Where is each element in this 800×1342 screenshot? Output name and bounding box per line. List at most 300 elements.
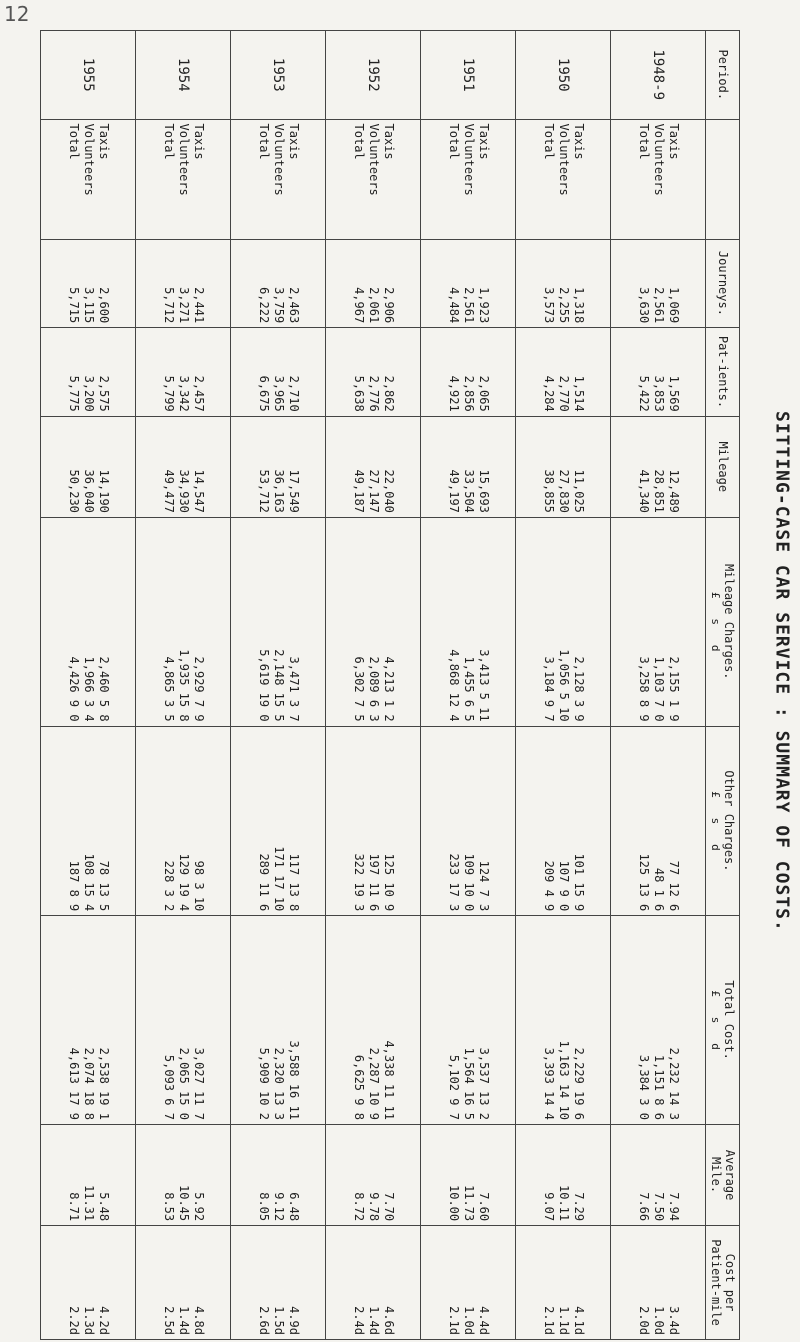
table-body: [41, 31, 706, 1340]
cost-per-patient-mile-value: 1.4d: [176, 1306, 191, 1335]
total-cost-cell: [326, 916, 421, 1125]
journeys-cell: [41, 239, 136, 328]
patients-value: 2,776: [366, 375, 381, 412]
other-charge-value: [286, 731, 301, 912]
pounds: 3,393: [541, 1047, 556, 1084]
cost-per-patient-mile-value: 2.6d: [256, 1306, 271, 1335]
journeys-value: 2,463: [286, 287, 301, 324]
header-patients: Pat-ients.: [706, 328, 740, 417]
header-mileage-charges: [706, 517, 740, 726]
mileage-value: 22,040: [381, 469, 396, 513]
shillings: 11: [381, 1083, 396, 1099]
shillings: 19: [351, 882, 366, 897]
mileage-value: 50,230: [66, 469, 81, 513]
pence: 10: [556, 707, 571, 722]
shillings: 1: [381, 699, 396, 708]
other-charges-cell: [611, 726, 706, 916]
other-charge-value: [256, 731, 271, 912]
pounds: 187: [66, 860, 81, 883]
mileage-cell: [41, 416, 136, 517]
pence: 6: [651, 1112, 666, 1120]
period-value: 1954: [175, 57, 192, 92]
shillings: 13: [636, 882, 651, 897]
pounds: 2,148: [271, 649, 286, 686]
shillings: 7: [351, 699, 366, 708]
other-charge-value: [651, 731, 666, 912]
pounds: 2,320: [271, 1047, 286, 1084]
pence: 9: [541, 904, 556, 912]
shillings: 13: [96, 882, 111, 897]
pence: 2: [256, 1112, 271, 1120]
pence: 9: [636, 714, 651, 722]
shillings: 8: [66, 889, 81, 897]
shillings: 9: [66, 699, 81, 708]
pence-subheader: d: [709, 1043, 723, 1050]
pounds: 3,184: [541, 656, 556, 693]
summary-of-costs-table: [40, 30, 740, 1340]
patients-value: 2,856: [461, 375, 476, 412]
shillings: 12: [446, 692, 461, 708]
patients-cell: [516, 328, 611, 417]
pence: 3: [446, 904, 461, 912]
pence: 3: [351, 904, 366, 912]
pound-subheader: £: [709, 990, 723, 997]
period-cell: [136, 31, 231, 120]
cost-per-patient-mile-cell: [421, 1226, 516, 1340]
mileage-cell: [611, 416, 706, 517]
header-category: [706, 119, 740, 239]
average-mile-value: 7.60: [476, 1192, 491, 1222]
patients-value: 5,638: [351, 375, 366, 412]
pence: 9: [381, 904, 396, 912]
average-mile-value: 11.31: [81, 1185, 96, 1222]
header-total-cost-label: Total Cost.: [722, 980, 737, 1060]
pence: 0: [651, 714, 666, 722]
average-mile-value: 8.53: [161, 1192, 176, 1222]
shillings: 1: [666, 699, 681, 708]
pence: 0: [636, 1112, 651, 1120]
mileage-value: 15,693: [476, 469, 491, 513]
shillings: 11: [191, 1091, 206, 1106]
mileage-cell: [326, 416, 421, 517]
pence: 0: [66, 714, 81, 722]
header-total-cost: [706, 916, 740, 1125]
category-label: Volunteers: [651, 123, 666, 196]
pounds: 1,935: [176, 649, 191, 686]
shillings: 14: [556, 1083, 571, 1099]
pounds: 289: [256, 853, 271, 876]
average-mile-value: 7.29: [571, 1192, 586, 1222]
other-charges-cell: [516, 726, 611, 916]
mileage-charge-value: [96, 522, 111, 722]
pence: 2: [161, 904, 176, 912]
journeys-value: 4,967: [351, 287, 366, 324]
pounds: 1,103: [651, 656, 666, 693]
pence: 2: [381, 714, 396, 722]
mileage-value: 41,340: [636, 469, 651, 513]
pence: 9: [66, 1112, 81, 1120]
pounds: 322: [351, 853, 366, 876]
category-cell: [421, 119, 516, 239]
shillings: 11: [366, 882, 381, 897]
average-mile-value: 7.50: [651, 1192, 666, 1222]
period-value: 1953: [270, 57, 287, 92]
period-value: 1948-9: [650, 49, 667, 101]
patients-cell: [41, 328, 136, 417]
pence: 6: [256, 904, 271, 912]
journeys-value: 2,255: [556, 287, 571, 324]
pounds: 3,588: [286, 1040, 301, 1077]
mileage-value: 14,190: [96, 469, 111, 513]
other-charge-value: [161, 731, 176, 912]
other-charge-value: [191, 731, 206, 912]
category-cell: [326, 119, 421, 239]
shillings: 10: [461, 882, 476, 897]
patients-cell: [611, 328, 706, 417]
pounds: 2,089: [366, 656, 381, 693]
pounds: 5,619: [256, 649, 271, 686]
mileage-charge-value: [571, 522, 586, 722]
pounds: 2,460: [96, 656, 111, 693]
table-row: [41, 31, 136, 1340]
pence: 3: [271, 1112, 286, 1120]
other-charge-value: [81, 731, 96, 912]
cost-per-patient-mile-value: 2.4d: [351, 1306, 366, 1335]
total-cost-cell: [421, 916, 516, 1125]
shillings: 5: [556, 692, 571, 700]
pounds: 2,232: [666, 1047, 681, 1084]
total-cost-value: [351, 920, 366, 1120]
average-mile-value: 8.71: [66, 1192, 81, 1222]
category-label: Taxis: [191, 123, 206, 160]
shillings: 3: [161, 889, 176, 897]
pence: 0: [556, 904, 571, 912]
shillings: 19: [256, 692, 271, 708]
period-value: 1952: [365, 57, 382, 92]
pounds: 5,102: [446, 1054, 461, 1092]
period-cell: [516, 31, 611, 120]
cost-per-patient-mile-value: 4.4d: [476, 1306, 491, 1335]
average-mile-value: 6.48: [286, 1192, 301, 1222]
pounds: 2,287: [366, 1047, 381, 1084]
average-mile-cell: [516, 1124, 611, 1225]
pounds: 1,056: [556, 649, 571, 686]
pence: 5: [461, 1112, 476, 1120]
shillings: 10: [366, 1091, 381, 1106]
page-number: 12: [4, 2, 30, 26]
shillings: 11: [256, 882, 271, 897]
pence: 7: [541, 714, 556, 722]
pounds: 5,093: [161, 1054, 176, 1092]
average-mile-value: 11.73: [461, 1185, 476, 1222]
pounds: 3,413: [476, 649, 491, 686]
cost-per-patient-mile-cell: [516, 1226, 611, 1340]
pounds: 1,151: [651, 1054, 666, 1092]
mileage-charge-value: [176, 522, 191, 722]
cost-per-patient-mile-value: 1.5d: [271, 1306, 286, 1335]
other-charge-value: [381, 731, 396, 912]
pence: 4: [81, 904, 96, 912]
side-title-text: SITTING-CASE CAR SERVICE : SUMMARY OF COSTS.: [771, 410, 793, 932]
header-mileage-charges-label: Mileage Charges.: [722, 563, 737, 680]
period-value: 1955: [80, 57, 97, 92]
journeys-value: 2,561: [651, 287, 666, 324]
pounds: 2,155: [666, 656, 681, 693]
shillings: 6: [366, 699, 381, 708]
shillings: 13: [476, 1091, 491, 1106]
pence: 4: [81, 714, 96, 722]
header-other-charges-label: Other Charges.: [722, 770, 737, 872]
mileage-value: 28,851: [651, 469, 666, 513]
pounds: 2,229: [571, 1047, 586, 1084]
shillings: 7: [191, 699, 206, 708]
patients-value: 3,342: [176, 375, 191, 412]
journeys-value: 3,115: [81, 287, 96, 324]
journeys-cell: [326, 239, 421, 328]
shillings: 6: [461, 699, 476, 708]
header-period: Period.: [706, 31, 740, 120]
pounds: 3,471: [286, 656, 301, 693]
patients-cell: [231, 328, 326, 417]
cost-per-patient-mile-value: 4.9d: [286, 1306, 301, 1335]
period-cell: [41, 31, 136, 120]
total-cost-value: [191, 920, 206, 1120]
shillings: 9: [351, 1098, 366, 1106]
mileage-value: 14,547: [191, 469, 206, 513]
shillings: 19: [176, 882, 191, 897]
journeys-cell: [136, 239, 231, 328]
other-charge-value: [666, 731, 681, 912]
mileage-cell: [516, 416, 611, 517]
journeys-value: 4,484: [446, 287, 461, 324]
average-mile-value: 9.78: [366, 1192, 381, 1222]
mileage-charge-value: [286, 522, 301, 722]
mileage-value: 36,040: [81, 469, 96, 513]
pounds: 77: [666, 860, 681, 876]
pence: 3: [476, 904, 491, 912]
pence: 2: [476, 1112, 491, 1120]
shillings: 16: [286, 1083, 301, 1099]
mileage-charge-value: [541, 522, 556, 722]
shillings: 9: [556, 889, 571, 897]
average-mile-value: 7.66: [636, 1192, 651, 1222]
mileage-charge-value: [366, 522, 381, 722]
pound-subheader: £: [709, 791, 723, 798]
average-mile-cell: [136, 1124, 231, 1225]
pence: 3: [666, 1112, 681, 1120]
mileage-value: 27,830: [556, 469, 571, 513]
header-cost-per-patient-mile: Cost per Patient-mile: [706, 1226, 740, 1340]
total-cost-value: [461, 920, 476, 1120]
journeys-cell: [611, 239, 706, 328]
period-value: 1951: [460, 57, 477, 92]
cost-per-patient-mile-cell: [41, 1226, 136, 1340]
pounds: 48: [651, 867, 666, 883]
journeys-value: 5,715: [66, 287, 81, 324]
mileage-charge-value: [476, 522, 491, 722]
cost-per-patient-mile-cell: [136, 1226, 231, 1340]
pounds: 6,302: [351, 656, 366, 693]
mileage-charge-value: [271, 522, 286, 722]
mileage-cell: [136, 416, 231, 517]
mileage-charges-cell: [136, 517, 231, 726]
shillings: 3: [286, 699, 301, 708]
other-charge-value: [556, 731, 571, 912]
patients-value: 2,862: [381, 375, 396, 412]
category-label: Volunteers: [271, 123, 286, 196]
mileage-cell: [421, 416, 516, 517]
pounds: 125: [636, 853, 651, 876]
pence: 5: [161, 714, 176, 722]
journeys-value: 3,630: [636, 287, 651, 324]
journeys-value: 3,759: [271, 287, 286, 324]
journeys-value: 2,061: [366, 287, 381, 324]
other-charge-value: [366, 731, 381, 912]
cost-per-patient-mile-value: 3.4d: [666, 1306, 681, 1335]
total-cost-value: [446, 920, 461, 1120]
category-label: Volunteers: [461, 123, 476, 196]
mileage-charges-cell: [516, 517, 611, 726]
pounds: 209: [541, 860, 556, 883]
pounds: 4,865: [161, 656, 176, 693]
pence: 4: [541, 1112, 556, 1120]
pence: 11: [286, 1105, 301, 1120]
pounds: 3,537: [476, 1047, 491, 1084]
cost-per-patient-mile-value: 1.4d: [366, 1306, 381, 1335]
total-cost-value: [161, 920, 176, 1120]
mileage-value: 27,147: [366, 469, 381, 513]
total-cost-value: [96, 920, 111, 1120]
mileage-charge-value: [81, 522, 96, 722]
mileage-charge-value: [351, 522, 366, 722]
mileage-value: 49,187: [351, 469, 366, 513]
shillings: 14: [666, 1091, 681, 1106]
pounds: 2,074: [81, 1047, 96, 1084]
average-mile-value: 10.45: [176, 1185, 191, 1222]
other-charges-cell: [326, 726, 421, 916]
journeys-value: 5,712: [161, 287, 176, 324]
patients-value: 2,457: [191, 375, 206, 412]
pence: 5: [351, 714, 366, 722]
shillings: 7: [476, 889, 491, 897]
total-cost-cell: [136, 916, 231, 1125]
mileage-charge-value: [651, 522, 666, 722]
patients-value: 6,675: [256, 375, 271, 412]
shillings: 13: [271, 1091, 286, 1106]
journeys-value: 3,271: [176, 287, 191, 324]
mileage-value: 49,197: [446, 469, 461, 513]
category-label: Taxis: [476, 123, 491, 160]
mileage-charges-cell: [326, 517, 421, 726]
mileage-value: 33,504: [461, 469, 476, 513]
pounds: 4,338: [381, 1040, 396, 1077]
average-mile-value: 8.72: [351, 1192, 366, 1222]
mileage-charge-value: [636, 522, 651, 722]
shillings: 17: [446, 882, 461, 897]
journeys-value: 6,222: [256, 287, 271, 324]
pence: 0: [256, 714, 271, 722]
mileage-value: 38,855: [541, 469, 556, 513]
shillings: 3: [636, 1098, 651, 1106]
shillings: 7: [651, 699, 666, 708]
pence: 5: [461, 714, 476, 722]
patients-value: 2,710: [286, 375, 301, 412]
period-cell: [326, 31, 421, 120]
total-cost-value: [666, 920, 681, 1120]
period-cell: [421, 31, 516, 120]
patients-value: 1,569: [666, 375, 681, 412]
pence: 3: [366, 714, 381, 722]
pence: 8: [286, 904, 301, 912]
pounds: 1,455: [461, 656, 476, 693]
pounds: 98: [191, 860, 206, 876]
period-cell: [611, 31, 706, 120]
patients-value: 5,422: [636, 375, 651, 412]
category-label: Total: [161, 123, 176, 160]
pence: 6: [366, 904, 381, 912]
journeys-value: 2,441: [191, 287, 206, 324]
pounds: 3,027: [191, 1047, 206, 1084]
pounds: 4,426: [66, 656, 81, 693]
pence: 6: [651, 904, 666, 912]
pounds: 4,868: [446, 649, 461, 686]
average-mile-value: 9.12: [271, 1192, 286, 1222]
shillings: 14: [541, 1091, 556, 1106]
category-cell: [136, 119, 231, 239]
table-row: [421, 31, 516, 1340]
pounds: 228: [161, 860, 176, 883]
shillings: 15: [271, 692, 286, 708]
mileage-value: 12,489: [666, 469, 681, 513]
pence-subheader: d: [709, 644, 723, 652]
cost-per-patient-mile-value: 1.0d: [651, 1306, 666, 1335]
cost-per-patient-mile-value: 1.0d: [461, 1306, 476, 1335]
pounds: 6,625: [351, 1054, 366, 1092]
pence: 0: [461, 904, 476, 912]
average-mile-value: 5.92: [191, 1192, 206, 1222]
mileage-charges-cell: [421, 517, 516, 726]
mileage-charge-value: [446, 522, 461, 722]
shillings: 3: [191, 882, 206, 890]
pence: 5: [96, 904, 111, 912]
average-mile-value: 7.94: [666, 1192, 681, 1222]
pence: 6: [636, 904, 651, 912]
total-cost-value: [81, 920, 96, 1120]
mileage-value: 34,930: [176, 469, 191, 513]
mileage-value: 11,025: [571, 469, 586, 513]
pence: 7: [191, 1112, 206, 1120]
shillings: 16: [461, 1091, 476, 1106]
other-charge-value: [461, 731, 476, 912]
total-cost-value: [571, 920, 586, 1120]
journeys-value: 2,906: [381, 287, 396, 324]
category-label: Volunteers: [81, 123, 96, 196]
average-mile-cell: [326, 1124, 421, 1225]
shillings: 8: [636, 699, 651, 708]
mileage-charges-cell: [611, 517, 706, 726]
mileage-cell: [231, 416, 326, 517]
shillings: 12: [666, 882, 681, 897]
shillings: 10: [256, 1091, 271, 1106]
patients-value: 5,775: [66, 375, 81, 412]
mileage-charge-value: [161, 522, 176, 722]
shillings: 17: [66, 1091, 81, 1106]
other-charges-cell: [41, 726, 136, 916]
pence: 6: [666, 904, 681, 912]
total-cost-value: [541, 920, 556, 1120]
shillings: 10: [381, 882, 396, 897]
cost-per-patient-mile-cell: [611, 1226, 706, 1340]
